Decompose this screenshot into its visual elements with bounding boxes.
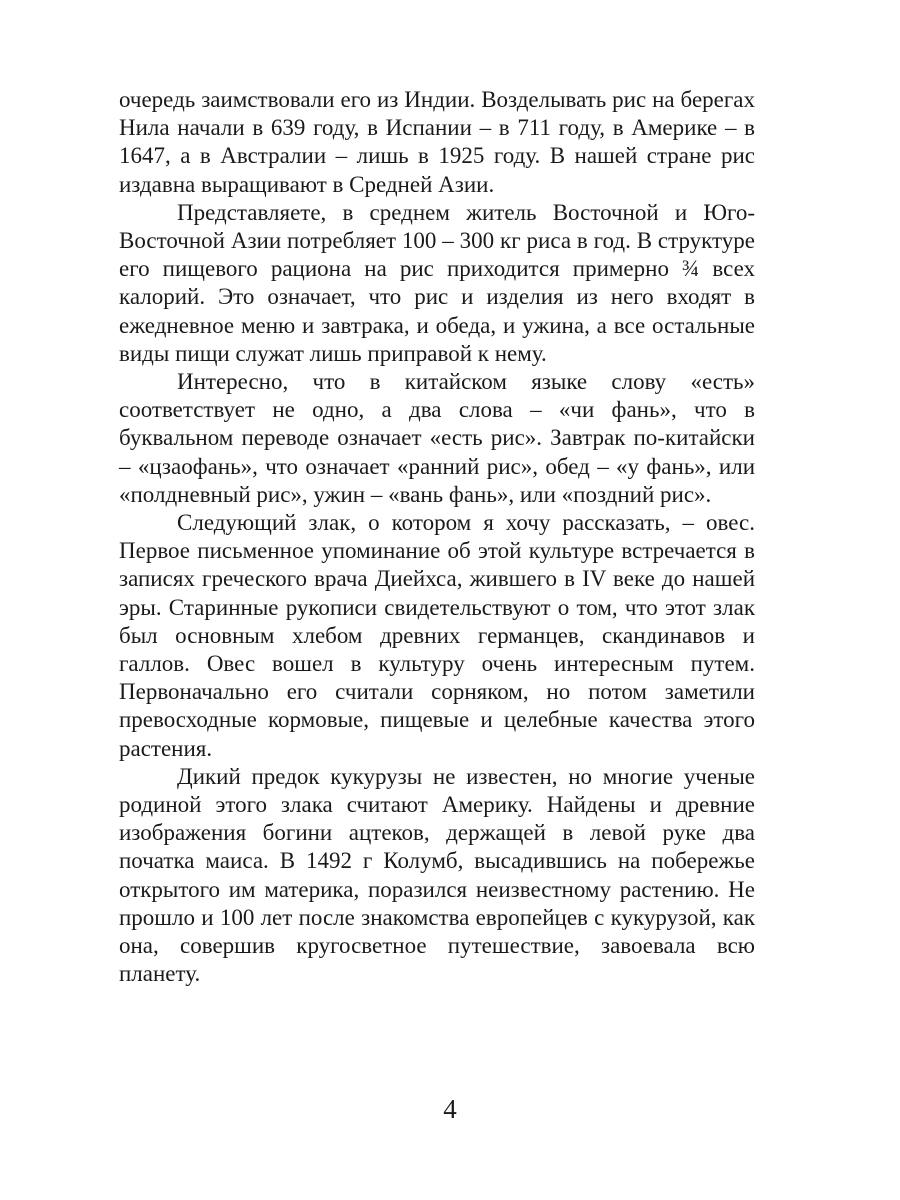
- paragraph-oats: Следующий злак, о котором я хочу рассказать, – овес. Первое письменное упоминание об этой культуре встречается в записях греческого врача Диейхса, жившего в IV веке до нашей эры. Старинные рукописи свидетельствуют о том, что этот злак был основным хлебом древних германцев, скандинавов и галлов. Овес вошел в культуру очень интересным путем. Первоначально его считали сорняком, но потом заметили превосходные кормовые, пищевые и целебные качества этого растения.: [119, 510, 755, 761]
- body-text: [119, 86, 755, 989]
- paragraph-rice-origin: очередь заимствовали его из Индии. Возделывать рис на берегах Нила начали в 639 году, в Испании – в 711 году, в Америке – в 1647, а в Австралии – лишь в 1925 году. В нашей стране рис издавна выращивают в Средней Азии.: [119, 87, 755, 197]
- paragraph-rice-consumption: Представляете, в среднем житель Восточной и Юго-Восточной Азии потребляет 100 – 300 кг риса в год. В структуре его пищевого рациона на рис приходится примерно ¾ всех калорий. Это означает, что рис и изделия из него входят в ежедневное меню и завтрака, и обеда, и ужина, а все остальные виды пищи служат лишь приправой к нему.: [119, 199, 755, 366]
- paragraph-chinese-words: Интересно, что в китайском языке слову «есть» соответствует не одно, а два слова – «чи фань», что в буквальном переводе означает «есть рис». Завтрак по-китайски – «цзаофань», что означает «ранний рис», обед – «у фань», или «полдневный рис», ужин – «вань фань», или «поздний рис».: [119, 369, 755, 507]
- page-number: 4: [443, 1094, 457, 1124]
- paragraph-corn: Дикий предок кукурузы не известен, но многие ученые родиной этого злака считают Америку. Найдены и древние изображения богини ацтеков, держащей в левой руке два початка маиса. В 1492 г Колумб, высадившись на побережье открытого им материка, поразился неизвестному растению. Не прошло и 100 лет после знакомства европейцев с кукурузой, как она, совершив кругосветное путешествие, завоевала всю планету.: [119, 763, 755, 987]
